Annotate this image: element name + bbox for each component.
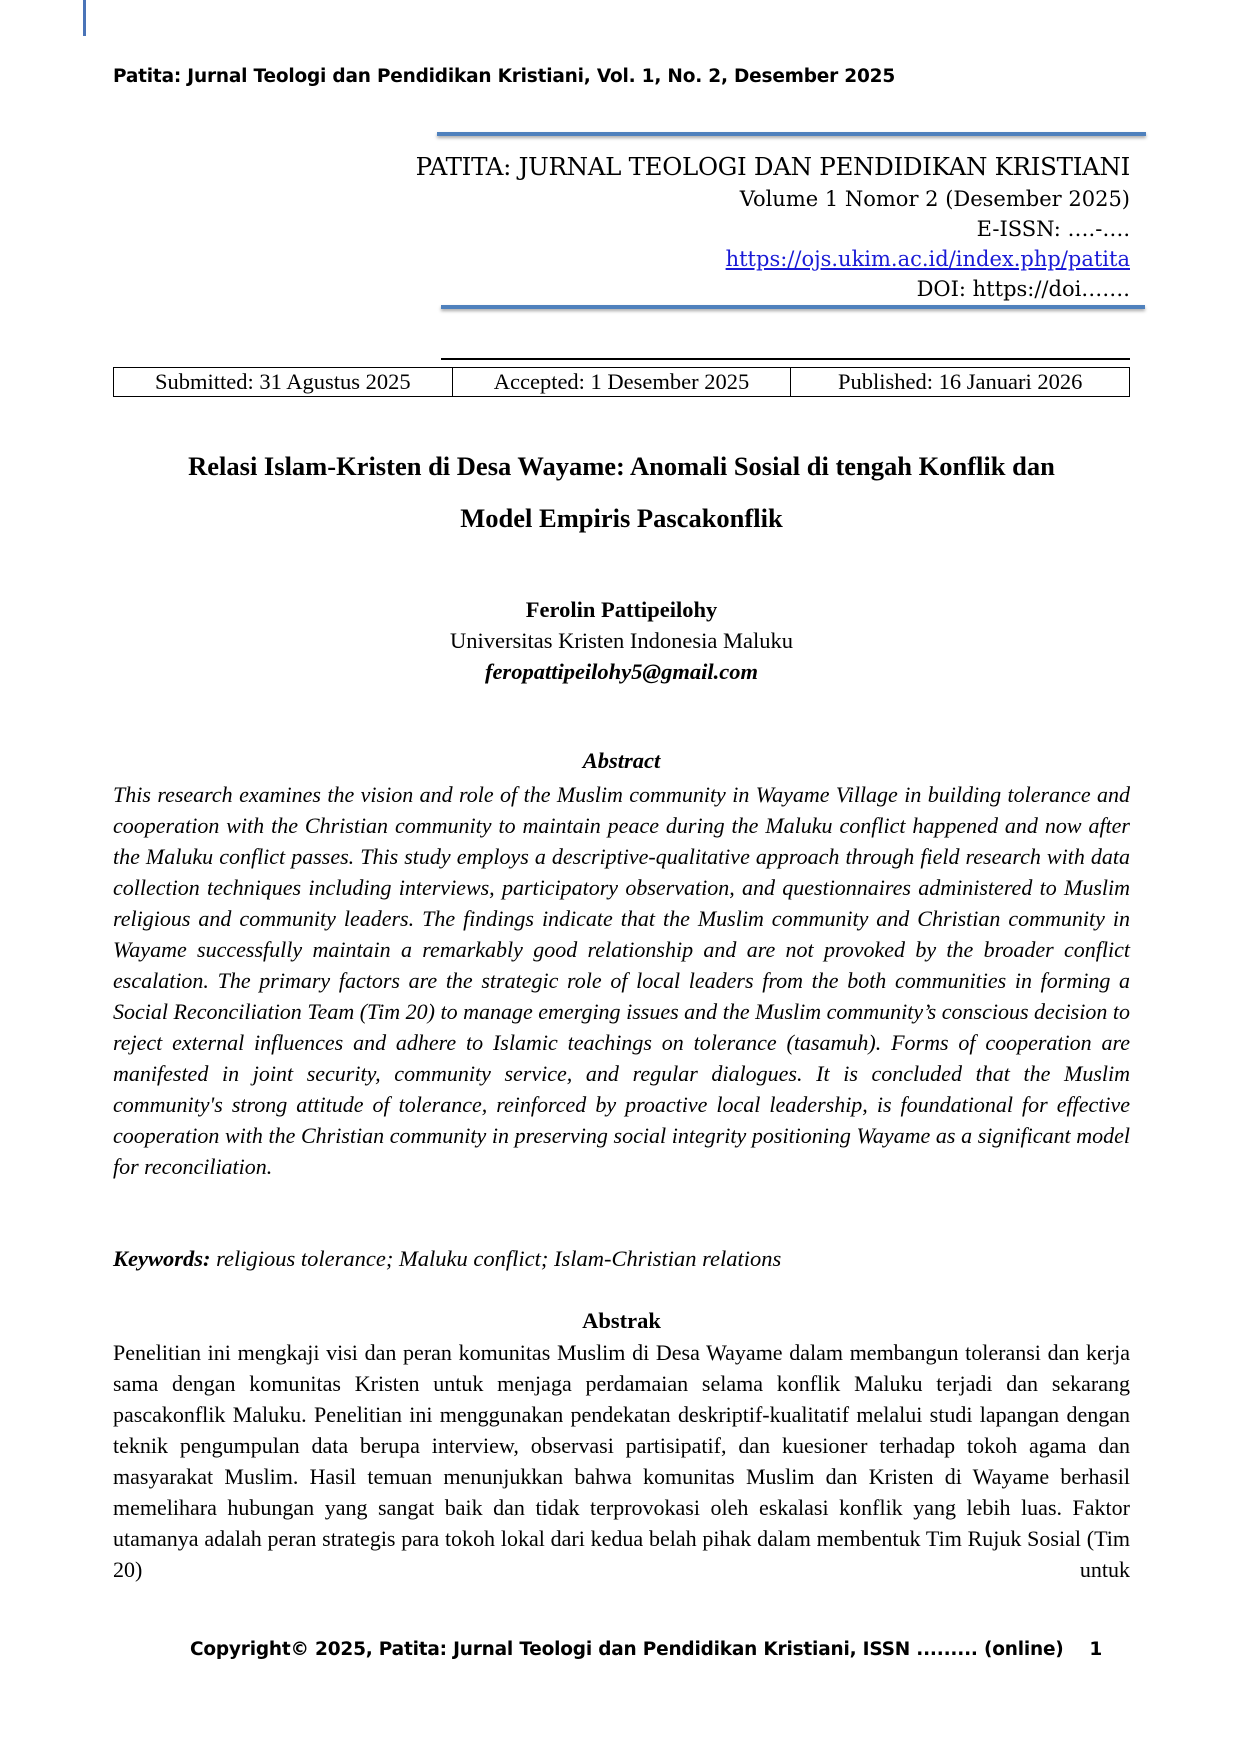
journal-info-block xyxy=(416,150,1130,304)
separator-rule xyxy=(441,358,1130,360)
footer-copyright: Copyright© 2025, Patita: Jurnal Teologi dan Pendidikan Kristiani, ISSN ......... (online) xyxy=(190,1639,1064,1660)
journal-doi: DOI: https://doi……. xyxy=(916,277,1130,301)
journal-title: PATITA: JURNAL TEOLOGI DAN PENDIDIKAN KRISTIANI xyxy=(415,152,1130,181)
paper-title xyxy=(113,440,1130,544)
abstract-en-text: This research examines the vision and role of the Muslim community in Wayame Village in building tolerance and cooperation with the Christian community to maintain peace during the Maluku conflict happened and now after the Maluku conflict passes. This study employs a descriptive-qualitative approach through field research with data collection techniques including interviews, participatory observation, and questionnaires administered to Muslim religious and community leaders. The findings indicate that the Muslim community and Christian community in Wayame successfully maintain a remarkably good relationship and are not provoked by the broader conflict escalation. The primary factors are the strategic role of local leaders from the both communities in forming a Social Reconciliation Team (Tim 20) to manage emerging issues and the Muslim community’s conscious decision to reject external influences and adhere to Islamic teachings on tolerance (tasamuh). Forms of cooperation are manifested in joint security, community service, and regular dialogues. It is concluded that the Muslim community's strong attitude of tolerance, reinforced by proactive local leadership, is foundational for effective cooperation with the Christian community in preserving social integrity positioning Wayame as a significant model for reconciliation. xyxy=(113,782,1130,1179)
submitted-date: Submitted: 31 Agustus 2025 xyxy=(114,368,453,396)
journal-url-link[interactable]: https://ojs.ukim.ac.id/index.php/patita xyxy=(725,247,1130,271)
accepted-date: Accepted: 1 Desember 2025 xyxy=(453,368,792,396)
abstract-en-heading: Abstract xyxy=(582,748,661,773)
running-head: Patita: Jurnal Teologi dan Pendidikan Kristiani, Vol. 1, No. 2, Desember 2025 xyxy=(113,66,895,87)
paper-title-line-1: Relasi Islam-Kristen di Desa Wayame: Anomali Sosial di tengah Konflik dan xyxy=(188,451,1055,481)
published-date: Published: 16 Januari 2026 xyxy=(838,369,1083,394)
corner-mark xyxy=(83,0,86,36)
keywords xyxy=(113,1246,781,1272)
page-number: 1 xyxy=(1089,1639,1102,1660)
author-affiliation: Universitas Kristen Indonesia Maluku xyxy=(449,628,794,653)
abstract-id-body xyxy=(113,1337,1130,1585)
keywords-text: religious tolerance; Maluku conflict; Islam-Christian relations xyxy=(210,1246,782,1271)
author-email: feropattipeilohy5@gmail.com xyxy=(484,659,759,684)
journal-eissn: E-ISSN: ….-…. xyxy=(976,217,1130,241)
author-name: Ferolin Pattipeilohy xyxy=(525,597,718,622)
journal-volume: Volume 1 Nomor 2 (Desember 2025) xyxy=(739,187,1130,211)
paper-title-line-2: Model Empiris Pascakonflik xyxy=(460,503,783,533)
abstract-id-text: Penelitian ini mengkaji visi dan peran komunitas Muslim di Desa Wayame dalam membangun toleransi dan kerja sama dengan komunitas Kristen untuk menjaga perdamaian selama konflik Maluku terjadi dan sekarang pascakonflik Maluku. Penelitian ini menggunakan pendekatan deskriptif-kualitatif melalui studi lapangan dengan teknik pengumpulan data berupa interview, observasi partisipatif, dan kuesioner terhadap tokoh agama dan masyarakat Muslim. Hasil temuan menunjukkan bahwa komunitas Muslim dan Kristen di Wayame berhasil memelihara hubungan yang sangat baik dan tidak terprovokasi oleh eskalasi konflik yang lebih luas. Faktor utamanya adalah peran strategis para tokoh lokal dari kedua belah pihak dalam membentuk Tim Rujuk Sosial (Tim 20) untuk xyxy=(113,1340,1130,1582)
header-rule-top xyxy=(437,132,1146,136)
abstract-en-body xyxy=(113,779,1130,1182)
dates-table xyxy=(113,367,1130,397)
header-rule-bottom xyxy=(441,305,1145,309)
author-block xyxy=(113,594,1130,687)
abstract-id-heading: Abstrak xyxy=(582,1308,661,1333)
keywords-label: Keywords: xyxy=(113,1246,211,1271)
page-footer xyxy=(190,1639,1102,1660)
